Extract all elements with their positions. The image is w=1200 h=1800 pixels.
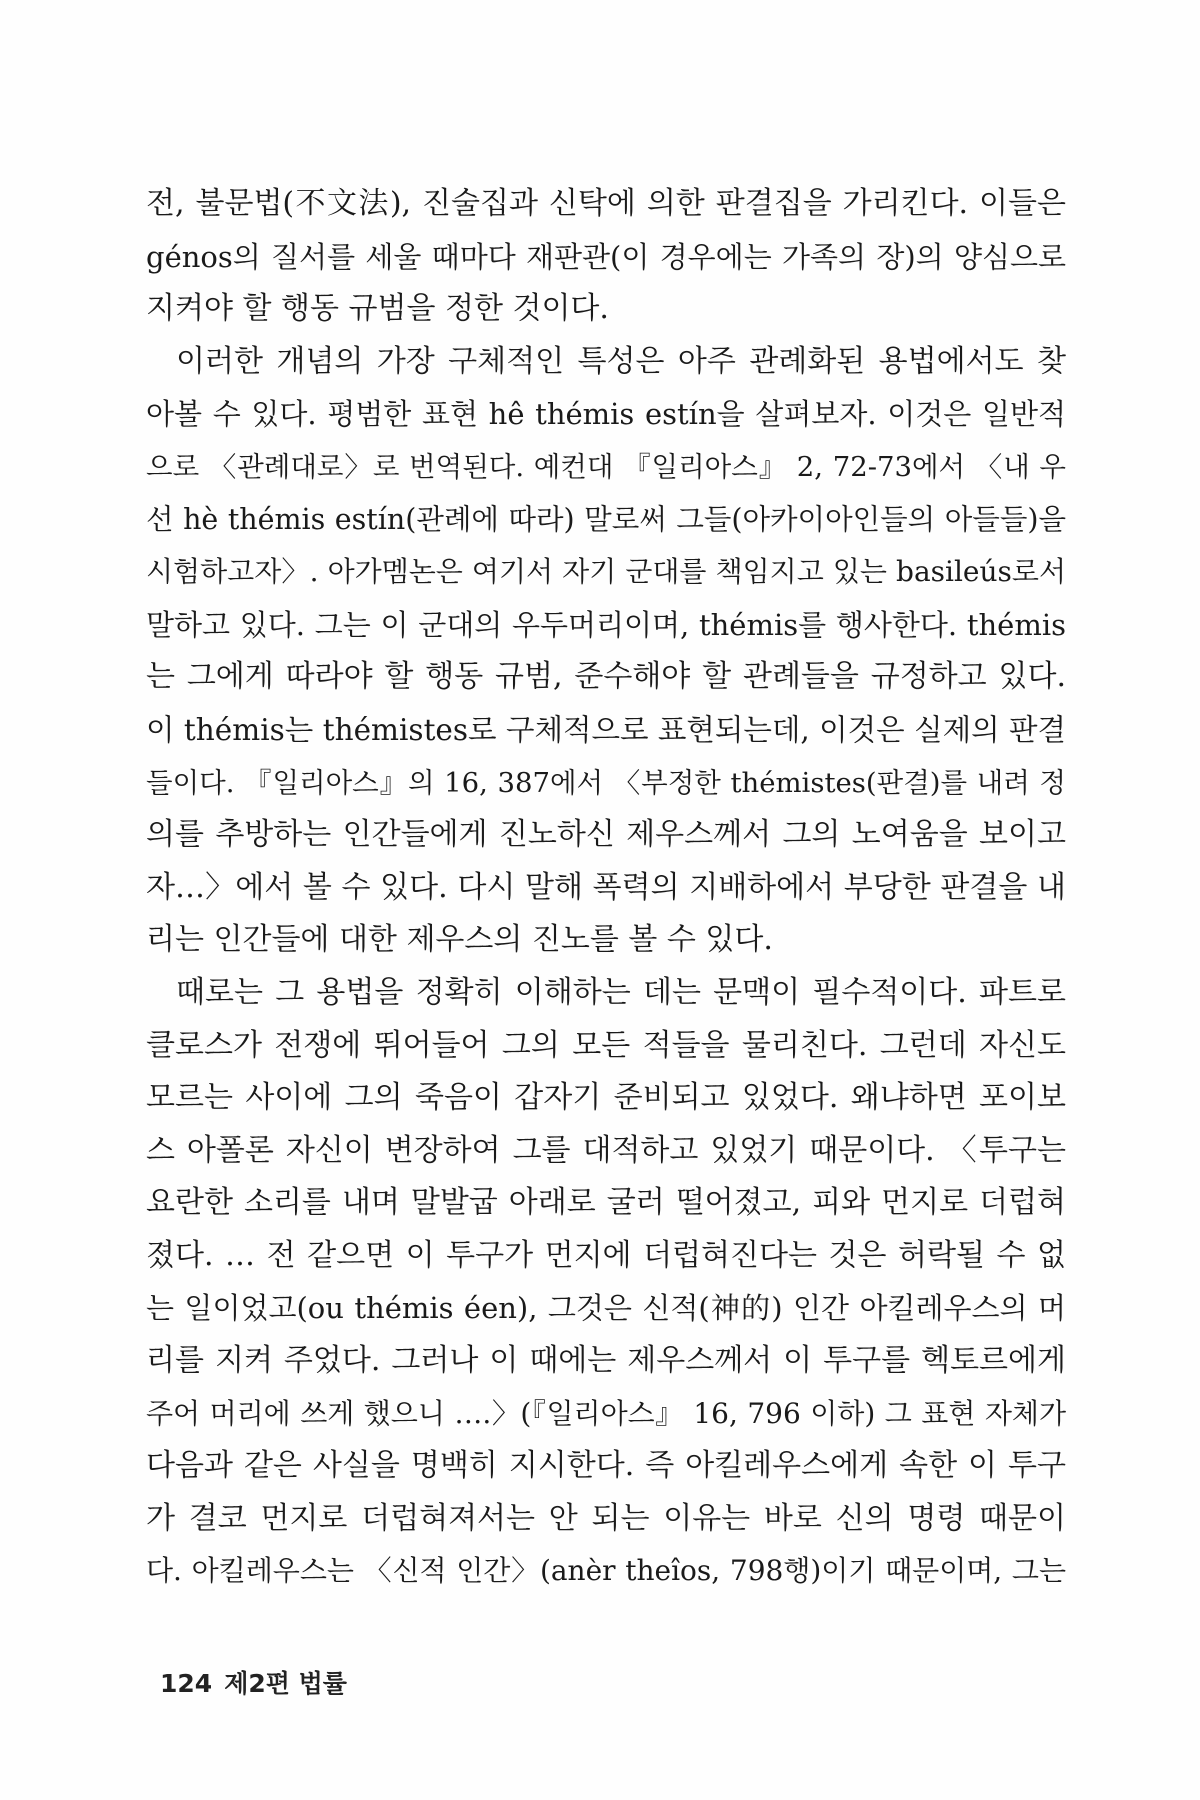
text-line: 클로스가 전쟁에 뛰어들어 그의 모든 적들을 물리친다. 그런데 자신도 <box>146 1027 1066 1063</box>
text-line: 말하고 있다. 그는 이 군대의 우두머리이며, thémis를 행사한다. thémis <box>146 607 1066 642</box>
text-line: 지켜야 할 행동 규범을 정한 것이다. <box>146 291 609 327</box>
text-line: 주어 머리에 쓰게 했으니 ….〉(『일리아스』 16, 796 이하) 그 표현 자체가 <box>146 1396 1066 1430</box>
text-line: 아볼 수 있다. 평범한 표현 hê thémis estín을 살펴보자. 이것은 일반적 <box>146 397 1066 432</box>
page-number: 124 <box>160 1669 213 1698</box>
text-line: 다. 아킬레우스는 〈신적 인간〉(anèr theîos, 798행)이기 때문이며, 그는 <box>146 1554 1066 1588</box>
text-line: 들이다. 『일리아스』의 16, 387에서 〈부정한 thémistes(판결)를 내려 정 <box>146 766 1066 799</box>
text-line: 가 결코 먼지로 더럽혀져서는 안 되는 이유는 바로 신의 명령 때문이 <box>146 1500 1066 1536</box>
text-line: 요란한 소리를 내며 말발굽 아래로 굴러 떨어졌고, 피와 먼지로 더럽혀 <box>146 1185 1066 1221</box>
text-line: 이러한 개념의 가장 구체적인 특성은 아주 관례화된 용법에서도 찾 <box>176 343 1066 379</box>
text-line: 자…〉에서 볼 수 있다. 다시 말해 폭력의 지배하에서 부당한 판결을 내 <box>146 869 1066 905</box>
text-line: 리를 지켜 주었다. 그러나 이 때에는 제우스께서 이 투구를 헥토르에게 <box>146 1343 1066 1379</box>
text-line: 시험하고자〉. 아가멤논은 여기서 자기 군대를 책임지고 있는 basileús로서 <box>146 555 1066 589</box>
text-line: 이 thémis는 thémistes로 구체적으로 표현되는데, 이것은 실제의 판결 <box>146 712 1066 747</box>
text-line: génos의 질서를 세울 때마다 재판관(이 경우에는 가족의 장)의 양심으로 <box>146 239 1066 274</box>
text-line: 모르는 사이에 그의 죽음이 갑자기 준비되고 있었다. 왜냐하면 포이보 <box>146 1080 1066 1116</box>
body-text <box>146 178 1066 1598</box>
page-footer <box>160 1664 347 1700</box>
text-line: 는 그에게 따라야 할 행동 규범, 준수해야 할 관례들을 규정하고 있다. <box>146 659 1066 695</box>
text-line: 다음과 같은 사실을 명백히 지시한다. 즉 아킬레우스에게 속한 이 투구 <box>146 1448 1066 1484</box>
section-title: 제2편 법률 <box>224 1669 347 1698</box>
text-line: 는 일이었고(ou thémis éen), 그것은 신적(神的) 인간 아킬레우스의 머 <box>146 1291 1066 1326</box>
text-line: 졌다. … 전 같으면 이 투구가 먼지에 더럽혀진다는 것은 허락될 수 없 <box>146 1237 1066 1273</box>
text-line: 스 아폴론 자신이 변장하여 그를 대적하고 있었기 때문이다. 〈투구는 <box>146 1132 1066 1168</box>
text-line: 의를 추방하는 인간들에게 진노하신 제우스께서 그의 노여움을 보이고 <box>146 817 1066 853</box>
text-line: 으로 〈관례대로〉로 번역된다. 예컨대 『일리아스』 2, 72-73에서 〈내 우 <box>146 450 1066 483</box>
text-line: 전, 불문법(不文法), 진술집과 신탁에 의한 판결집을 가리킨다. 이들은 <box>146 186 1066 221</box>
text-line: 리는 인간들에 대한 제우스의 진노를 볼 수 있다. <box>146 922 773 958</box>
text-line: 선 hè thémis estín(관례에 따라) 말로써 그들(아카이아인들의 아들들)을 <box>146 502 1066 536</box>
text-line: 때로는 그 용법을 정확히 이해하는 데는 문맥이 필수적이다. 파트로 <box>176 974 1066 1010</box>
